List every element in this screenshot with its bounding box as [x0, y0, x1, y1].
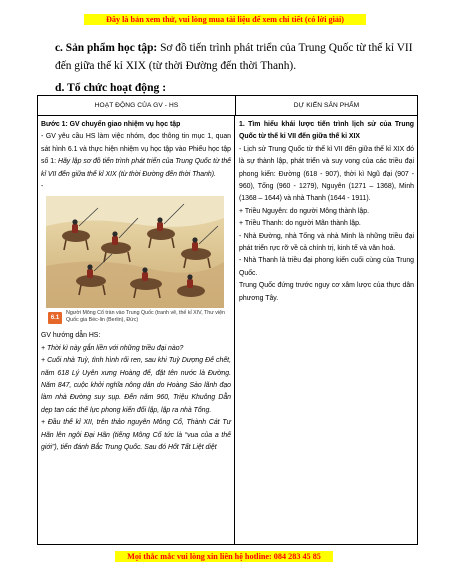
teacher-activity-cell: [38, 116, 235, 545]
product-paragraph-1: - Lịch sử Trung Quốc từ thế kỉ VII đến giữa thế kỉ XIX đó là sự thành lập, phát triển và suy vong của các triều đại phong kiến: Đường (618 - 907), thời kì Ngũ đại (907 - 960), Tống (960 - 1279), Nguyên (1271 – 1368), Minh (1368 – 1644) và nhà Thanh (1644 - 1911).: [239, 145, 414, 203]
table-body-row: [38, 116, 417, 545]
figure-caption-text: Người Mông Cổ tràn vào Trung Quốc (tranh vẽ, thế kỉ XIV, Thư viện Quốc gia Béc-lin (Berlin), Đức): [66, 310, 225, 324]
product-paragraph-4: - Nhà Đường, nhà Tống và nhà Minh là những triều đại phát triển rực rỡ về cả chính trị, kinh tế và văn hoá.: [239, 232, 414, 253]
task-text: [41, 131, 231, 181]
section-c-heading: [55, 40, 415, 75]
product-paragraph-6: Trung Quốc đứng trước nguy cơ xâm lược của thực dân phương Tây.: [239, 282, 414, 302]
product-paragraph-3: + Triều Thanh: do người Mãn thành lập.: [239, 220, 361, 228]
guide-title: GV hướng dẫn HS:: [41, 332, 101, 340]
image-caption: [46, 308, 224, 330]
product-title: 1. Tìm hiểu khái lược tiến trình lịch sử của Trung Quốc từ thế kỉ VII đến giữa thế kỉ XIX: [239, 121, 414, 141]
section-c-text: Sơ đồ tiến trình phát triển của Trung Quốc từ thế kỉ VII đến giữa thế kỉ XIX (từ thời Đường đến thời Thanh).: [55, 42, 413, 72]
product-paragraph-5: - Nhà Thanh là triều đại phong kiến cuối cùng của Trung Quốc.: [239, 257, 414, 277]
expected-product-cell: [235, 116, 417, 545]
step-title: Bước 1: GV chuyển giao nhiệm vụ học tập: [41, 121, 181, 128]
task-instruction: - GV yêu cầu HS làm việc nhóm, đọc thông tin mục 1, quan sát hình 6.1 và thực hiện nhiệm vụ học tập vào Phiếu học tập số 1:: [41, 133, 231, 166]
guide-paragraph-1: + Cuối nhà Tuỳ, tình hình rối ren, sau khi Tuỳ Dượng Đế chết, năm 618 Lý Uyên xưng Hoàng đế, đặt tên nước là Đường. Năm 847, cuộc khởi nghĩa nông dân do Hoàng Sào lãnh đạo làm nhà Đường suy sụp. Đến năm 960, Triệu Khuông Dẫn dẹp tan các thế lực phong kiến đối lập, lập ra nhà Tống.: [41, 357, 231, 414]
table-header-row: [38, 96, 417, 116]
hotline-footer: Mọi thắc mắc vui lòng xin liên hệ hotline: 084 283 45 85: [115, 551, 333, 562]
preview-banner: Đây là bản xem thử, vui lòng mua tài liệu để xem chi tiết (có lời giải): [84, 14, 366, 25]
guide-paragraph-2: + Đầu thế kỉ XII, trên thảo nguyên Mông Cổ, Thành Cát Tư Hãn lên ngôi Đại Hãn (tiếng Mông Cổ tức là “vua của a thế giới”), tiến đánh Bắc Trung Quốc. Sau đó Hốt Tất Liệt diệt: [41, 419, 231, 452]
section-c-label: c. Sản phẩm học tập:: [55, 42, 158, 54]
header-expected-product: DỰ KIẾN SẢN PHẨM: [293, 102, 360, 109]
section-d-heading: d. Tổ chức hoạt động :: [55, 81, 167, 94]
product-paragraph-2: + Triều Nguyên: do người Mông thành lập.: [239, 207, 369, 215]
figure-number-badge: 6.1: [48, 312, 62, 324]
dash-text: -: [41, 183, 44, 191]
guide-question: + Thời kì này gắn liền với những triều đại nào?: [41, 344, 184, 352]
mongol-invasion-painting: [46, 196, 224, 308]
activity-table: [37, 95, 418, 545]
header-teacher-student: HOẠT ĐỘNG CỦA GV - HS: [38, 96, 236, 115]
task-italic: Hãy lập sơ đồ tiến trình phát triển của Trung Quốc từ thế kỉ VII đến giữa thế kỉ XIX (từ thời Đường đến thời Thanh).: [41, 158, 231, 178]
